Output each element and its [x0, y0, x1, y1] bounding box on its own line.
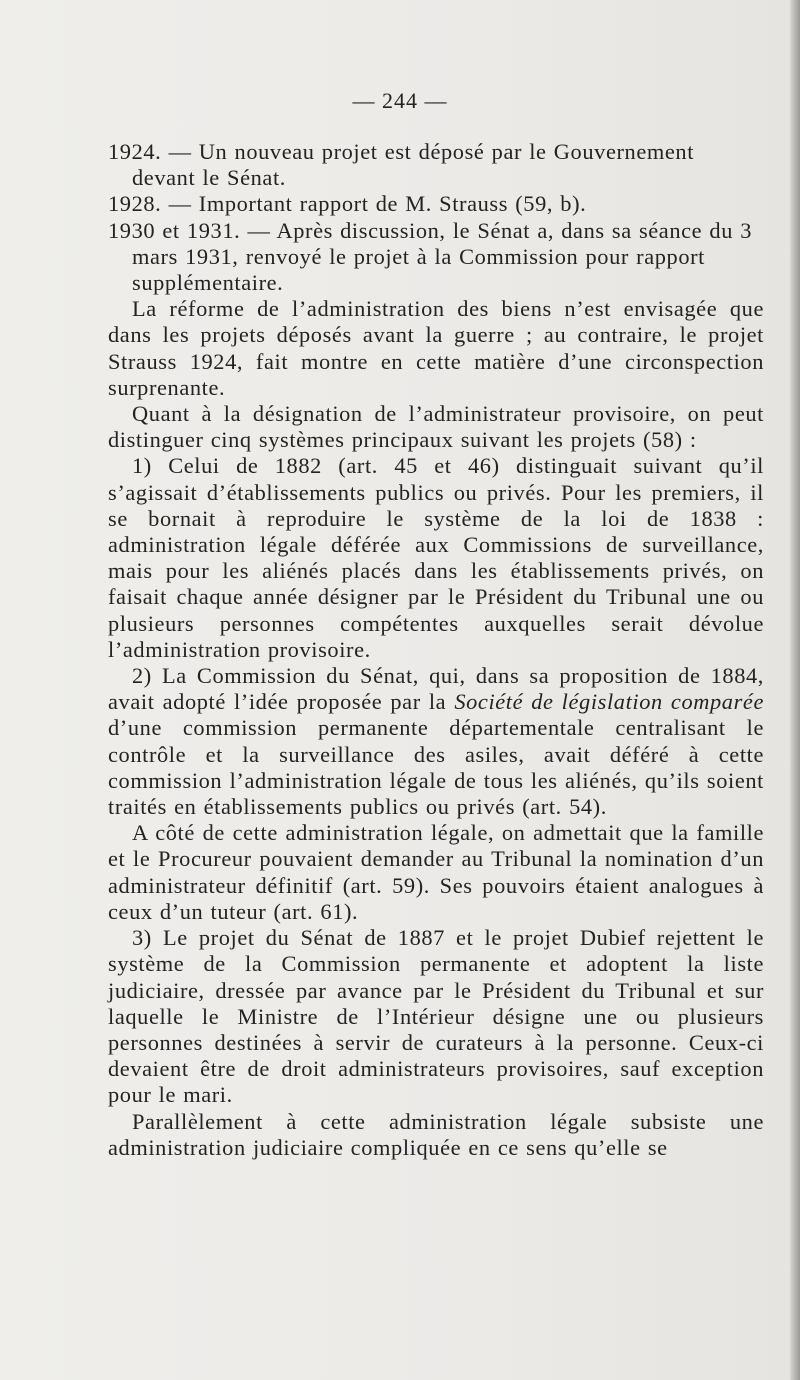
chronology-entry-1924: 1924. — Un nouveau projet est déposé par le Gouvernement devant le Sénat. [108, 139, 695, 191]
page-number: — 244 — [352, 88, 448, 113]
paragraph-system-1: 1) Celui de 1882 (art. 45 et 46) distinguait suivant qu’il s’agissait d’établissements publics ou privés. Pour les premiers, il se bornait à reproduire le système de la loi de 1838 : administration légale déférée aux Commissions de surveillance, mais pour les aliénés placés dans les établissements privés, on faisait chaque année désigner par le Président du Tribunal une ou plusieurs personnes compétentes auxquelles serait dévolue l’administration provisoire. [108, 453, 764, 662]
page-edge-shadow [790, 0, 800, 1380]
body-text [108, 139, 764, 1161]
paragraph-designation: Quant à la désignation de l’administrateur provisoire, on peut distinguer cinq systèmes principaux suivant les projets (58) : [108, 401, 764, 453]
societe-legislation-italic: Société de législation comparée [454, 689, 764, 715]
paragraph-parallelement: Parallèlement à cette administration légale subsiste une administration judiciaire compliquée en ce sens qu’elle se [108, 1108, 764, 1160]
chronology-entry-1930-1931: 1930 et 1931. — Après discussion, le Sénat a, dans sa séance du 3 mars 1931, renvoyé le projet à la Commission pour rapport supplémentaire. [108, 217, 752, 296]
paragraph-system-2 [108, 663, 764, 820]
paragraph-administration-legale: A côté de cette administration légale, on admettait que la famille et le Procureur pouvaient demander au Tribunal la nomination d’un administrateur définitif (art. 59). Ses pouvoirs étaient analogues à ceux d’un tuteur (art. 61). [108, 820, 764, 924]
paragraph-system-2-start: 2) La Commission du Sénat, qui, dans sa proposition de 1884, avait adopté l’idée proposée par la [108, 663, 764, 715]
paragraph-system-3: 3) Le projet du Sénat de 1887 et le projet Dubief rejettent le système de la Commission permanente et adoptent la liste judiciaire, dressée par avance par le Président du Tribunal et sur laquelle le Ministre de l’Intérieur désigne une ou plusieurs personnes destinées à servir de curateurs à la personne. Ceux-ci devaient être de droit administrateurs provisoires, sauf exception pour le mari. [108, 925, 764, 1108]
paragraph-system-2-end: d’une commission permanente départementale centralisant le contrôle et la surveillance des asiles, avait déféré à cette commission l’administration légale de tous les aliénés, qu’ils soient traités en établissements publics ou privés (art. 54). [108, 715, 764, 820]
chronology-entry-1928: 1928. — Important rapport de M. Strauss (59, b). [108, 191, 587, 217]
paragraph-reforme: La réforme de l’administration des biens n’est envisagée que dans les projets déposés avant la guerre ; au contraire, le projet Strauss 1924, fait montre en cette matière d’une circonspection surprenante. [108, 296, 764, 400]
